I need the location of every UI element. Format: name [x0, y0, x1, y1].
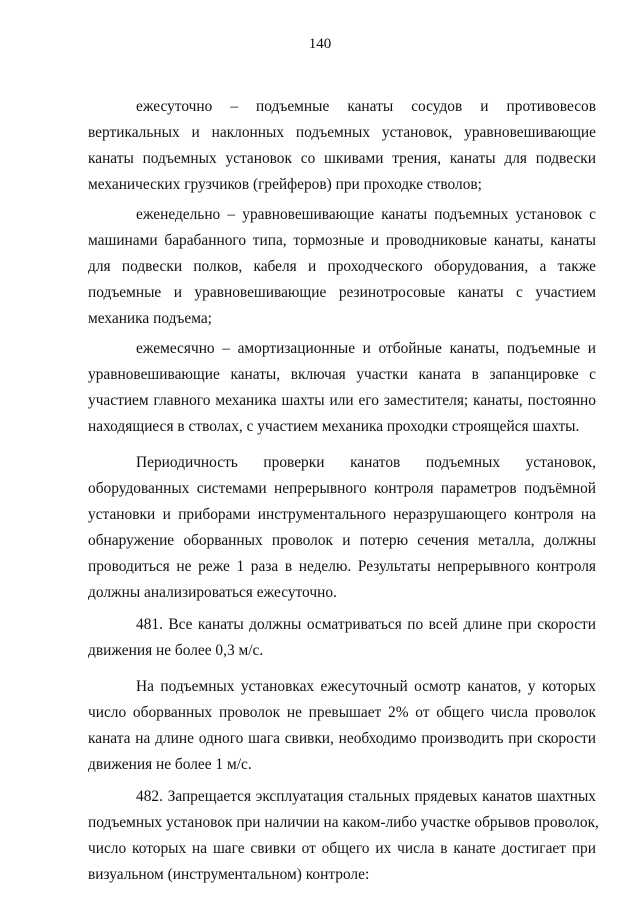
text-line: визуальном (инструментальном) контроле: — [88, 866, 370, 883]
text-line: Периодичность проверки канатов подъемных установок, — [136, 454, 596, 471]
text-line: 481. Все канаты должны осматриваться по всей длине при скорости — [136, 616, 596, 633]
text-line: ежемесячно – амортизационные и отбойные канаты, подъемные и — [136, 340, 596, 357]
text-line: движения не более 1 м/с. — [88, 756, 252, 773]
text-line: проводиться не реже 1 раза в неделю. Результаты непрерывного контроля — [88, 558, 596, 575]
text-line: 482. Запрещается эксплуатация стальных прядевых канатов шахтных — [136, 788, 596, 805]
text-line: еженедельно – уравновешивающие канаты подъемных установок с — [136, 206, 596, 223]
text-line: должны анализироваться ежесуточно. — [88, 584, 337, 601]
text-line: участием главного механика шахты или его заместителя; канаты, постоянно — [88, 392, 596, 409]
text-line: механических грузчиков (грейферов) при проходке стволов; — [88, 176, 482, 193]
text-line: вертикальных и наклонных подъемных установок, уравновешивающие — [88, 124, 596, 141]
text-line: уравновешивающие канаты, включая участки каната в запанцировке с — [88, 366, 596, 383]
text-line: установки и приборами инструментального неразрушающего контроля на — [88, 506, 596, 523]
text-line: для подвески полков, кабеля и проходческого оборудования, а также — [88, 258, 596, 275]
text-line: число оборванных проволок не превышает 2% от общего числа проволок — [88, 704, 596, 721]
text-line: машинами барабанного типа, тормозные и проводниковые канаты, канаты — [88, 232, 596, 249]
text-line: На подъемных установках ежесуточный осмотр канатов, у которых — [136, 678, 596, 695]
text-line: обнаружение оборванных проволок и потерю сечения металла, должны — [88, 532, 596, 549]
text-line: находящиеся в стволах, с участием механика проходки строящейся шахты. — [88, 418, 580, 435]
text-line: число которых на шаге свивки от общего их числа в канате достигает при — [88, 840, 596, 857]
text-line: ежесуточно – подъемные канаты сосудов и противовесов — [136, 98, 596, 115]
text-line: каната на длине одного шага свивки, необходимо производить при скорости — [88, 730, 596, 747]
text-line: движения не более 0,3 м/с. — [88, 642, 264, 659]
text-line: механика подъема; — [88, 310, 212, 327]
text-line: подъемных установок при наличии на каком-либо участке обрывов проволок, — [88, 814, 599, 831]
text-line: оборудованных системами непрерывного контроля параметров подъёмной — [88, 480, 596, 497]
text-line: канаты подъемных установок со шкивами трения, канаты для подвески — [88, 150, 596, 167]
text-line: подъемные и уравновешивающие резинотросовые канаты с участием — [88, 284, 596, 301]
page-number: 140 — [308, 36, 332, 52]
document-body — [88, 94, 599, 888]
